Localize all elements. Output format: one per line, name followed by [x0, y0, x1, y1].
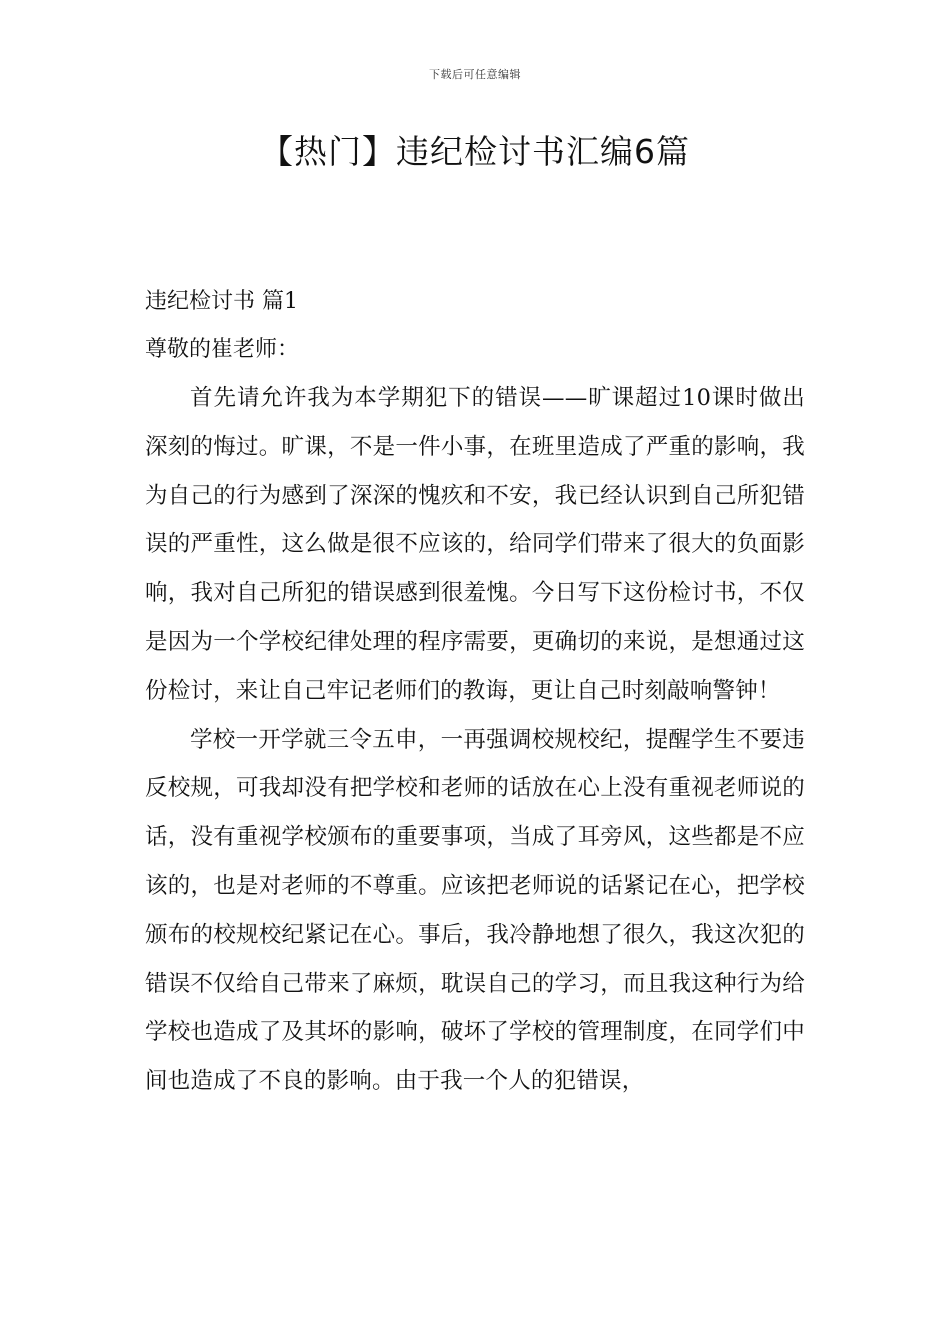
- document-title: 【热门】违纪检讨书汇编6篇: [260, 132, 690, 171]
- section-heading: 违纪检讨书 篇1: [145, 289, 298, 314]
- paragraph-1: 首先请允许我为本学期犯下的错误——旷课超过10课时做出深刻的悔过。旷课，不是一件小事，在班里造成了严重的影响，我为自己的行为感到了深深的愧疚和不安，我已经认识到自己所犯错误的严重性，这么做是很不应该的，给同学们带来了很大的负面影响，我对自己所犯的错误感到很羞愧。今日写下这份检讨书，不仅是因为一个学校纪律处理的程序需要，更确切的来说，是想通过这份检讨，来让自己牢记老师们的教诲，更让自己时刻敲响警钟！: [145, 385, 805, 704]
- paragraph-2: 学校一开学就三令五申，一再强调校规校纪，提醒学生不要违反校规，可我却没有把学校和老师的话放在心上没有重视老师说的话，没有重视学校颁布的重要事项，当成了耳旁风，这些都是不应该的，也是对老师的不尊重。应该把老师说的话紧记在心，把学校颁布的校规校纪紧记在心。事后，我冷静地想了很久，我这次犯的错误不仅给自己带来了麻烦，耽误自己的学习，而且我这种行为给学校也造成了及其坏的影响，破坏了学校的管理制度，在同学们中间也造成了不良的影响。由于我一个人的犯错误，: [145, 726, 805, 1095]
- document-body: [145, 278, 805, 1106]
- salutation: 尊敬的崔老师：: [145, 337, 300, 362]
- header-note: 下载后可任意编辑: [429, 68, 521, 81]
